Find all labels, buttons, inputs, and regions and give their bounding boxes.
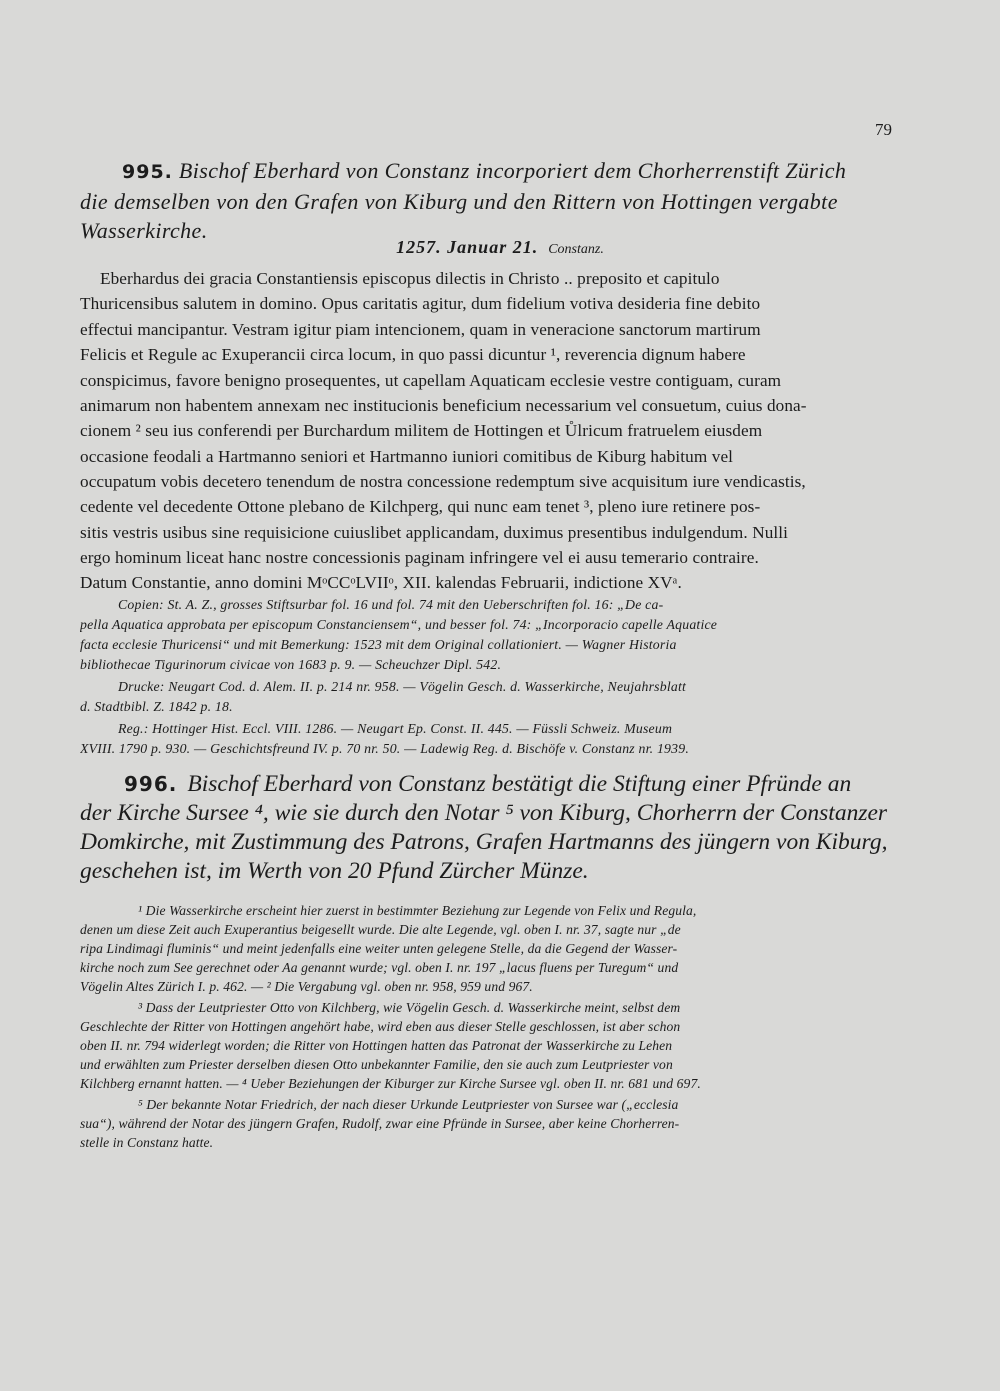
source-line: bibliothecae Tigurinorum civicae von 1683 p. 9. — Scheuchzer Dipl. 542. — [80, 657, 502, 672]
entry-995-title-line: Wasserkirche. — [80, 218, 208, 243]
text-line: cionem ² seu ius conferendi per Burchardum militem de Hottingen et Ůlricum fratruelem eiusdem — [80, 421, 763, 440]
text-line: Datum Constantie, anno domini MᵒCCᵒLVIIᵒ, XII. kalendas Februarii, indictione XVᵃ. — [80, 573, 682, 592]
entry-995-title-line: Bischof Eberhard von Constanz incorporiert dem Chorherrenstift Zürich — [178, 158, 847, 183]
source-line: XVIII. 1790 p. 930. — Geschichtsfreund IV. p. 70 nr. 50. — Ladewig Reg. d. Bischöfe v. Constanz nr. 1939. — [80, 741, 689, 756]
entry-996-title-line: Bischof Eberhard von Constanz bestätigt die Stiftung einer Pfründe an — [187, 771, 852, 797]
entry-996-heading — [124, 771, 892, 798]
entry-996-title-line: Domkirche, mit Zustimmung des Patrons, Grafen Hartmanns des jüngern von Kiburg, — [80, 829, 888, 855]
entry-995-date: 1257. Januar 21. — [396, 237, 539, 257]
entry-995-dateline — [0, 237, 1000, 258]
entry-995-number: 995. — [122, 161, 173, 183]
entry-995-heading — [122, 158, 892, 184]
source-line: Reg.: Hottinger Hist. Eccl. VIII. 1286. — Neugart Ep. Const. II. 445. — Füssli Schweiz. Museum — [118, 721, 673, 736]
source-line: Copien: St. A. Z., grosses Stiftsurbar fol. 16 und fol. 74 mit den Ueberschriften fol. 16: „De ca- — [118, 597, 664, 612]
text-line: Thuricensibus salutem in domino. Opus caritatis agitur, dum fidelium votiva desideria fine debito — [80, 294, 761, 313]
entry-996-title-line: der Kirche Sursee ⁴, wie sie durch den Notar ⁵ von Kiburg, Chorherrn der Constanzer — [80, 800, 888, 826]
text-line: cedente vel decedente Ottone plebano de Kilchperg, qui nunc eam tenet ³, pleno iure retinere pos- — [80, 497, 761, 516]
footnote-line: Vögelin Altes Zürich I. p. 462. — ² Die Vergabung vgl. oben nr. 958, 959 und 967. — [80, 979, 533, 994]
footnote-line: ripa Lindimagi fluminis“ und meint jedenfalls eine weiter unten gelegene Stelle, da die Gegend der Wasser- — [80, 941, 678, 956]
text-line: conspicimus, favore benigno prosequentes, ut capellam Aquaticam ecclesie vestre contiguam, curam — [80, 371, 782, 390]
page-number: 79 — [875, 120, 892, 139]
source-line: facta ecclesie Thuricensi“ und mit Bemerkung: 1523 mit dem Original collationiert. — Wagner Historia — [80, 637, 677, 652]
entry-996-number: 996. — [124, 772, 178, 796]
text-line: Eberhardus dei gracia Constantiensis episcopus dilectis in Christo .. preposito et capitulo — [100, 269, 720, 288]
text-line: sitis vestris usibus sine requisicione cuiuslibet applicandam, duximus presentibus indulgendum. Nulli — [80, 523, 789, 542]
source-line: d. Stadtbibl. Z. 1842 p. 18. — [80, 699, 233, 714]
text-line: occasione feodali a Hartmanno seniori et Hartmanno iuniori comitibus de Kiburg habitum vel — [80, 447, 734, 466]
source-line: pella Aquatica approbata per episcopum Constanciensem“, und besser fol. 74: „Incorporacio capelle Aquatice — [80, 617, 718, 632]
text-line: occupatum vobis decetero tenendum de nostra concessione redemptum sive acquisitum iure vendicastis, — [80, 472, 806, 491]
entry-996-title-line: geschehen ist, im Werth von 20 Pfund Zürcher Münze. — [80, 858, 589, 884]
text-line: animarum non habentem annexam nec institucionis beneficium necessarium vel consuetum, cuius dona- — [80, 396, 807, 415]
entry-995-title-line: die demselben von den Grafen von Kiburg und den Rittern von Hottingen vergabte — [80, 189, 838, 214]
text-line: effectui mancipantur. Vestram igitur piam intencionem, quam in veneracione sanctorum martirum — [80, 320, 761, 339]
footnote-line: kirche noch zum See gerechnet oder Aa genannt wurde; vgl. oben I. nr. 197 „lacus fluens per Turegum“ und — [80, 960, 679, 975]
entry-995-place: Constanz. — [548, 242, 604, 257]
footnote-line: sua“), während der Notar des jüngern Grafen, Rudolf, zwar eine Pfründe in Sursee, aber keine Chorherren- — [80, 1116, 680, 1131]
footnote-line: Geschlechte der Ritter von Hottingen angehört habe, wird eben aus dieser Stelle geschlossen, ist aber schon — [80, 1019, 681, 1034]
footnote-line: und erwählten zum Priester derselben diesen Otto unbekannter Familie, den sie auch zum Leutpriester von — [80, 1057, 673, 1072]
text-line: ergo hominum liceat hanc nostre concessionis paginam infringere vel ei ausu temerario contraire. — [80, 548, 759, 567]
source-line: Drucke: Neugart Cod. d. Alem. II. p. 214 nr. 958. — Vögelin Gesch. d. Wasserkirche, Neujahrsblatt — [118, 679, 687, 694]
footnote-line: denen um diese Zeit auch Exuperantius beigesellt wurde. Die alte Legende, vgl. oben I. nr. 37, sagte nur „de — [80, 922, 681, 937]
footnote-line: stelle in Constanz hatte. — [80, 1135, 214, 1150]
footnote-line: ¹ Die Wasserkirche erscheint hier zuerst in bestimmter Beziehung zur Legende von Felix und Regula, — [138, 903, 697, 918]
footnote-line: ³ Dass der Leutpriester Otto von Kilchberg, wie Vögelin Gesch. d. Wasserkirche meint, selbst dem — [138, 1000, 681, 1015]
footnote-line: Kilchberg ernannt hatten. — ⁴ Ueber Beziehungen der Kiburger zur Kirche Sursee vgl. oben II. nr. 681 und 697. — [80, 1076, 701, 1091]
footnote-line: ⁵ Der bekannte Notar Friedrich, der nach dieser Urkunde Leutpriester von Sursee war („ecclesia — [138, 1097, 679, 1112]
footnote-line: oben II. nr. 794 widerlegt worden; die Ritter von Hottingen hatten das Patronat der Wasserkirche zu Lehen — [80, 1038, 673, 1053]
text-line: Felicis et Regule ac Exuperancii circa locum, in quo passi dicuntur ¹, reverencia dignum habere — [80, 345, 746, 364]
